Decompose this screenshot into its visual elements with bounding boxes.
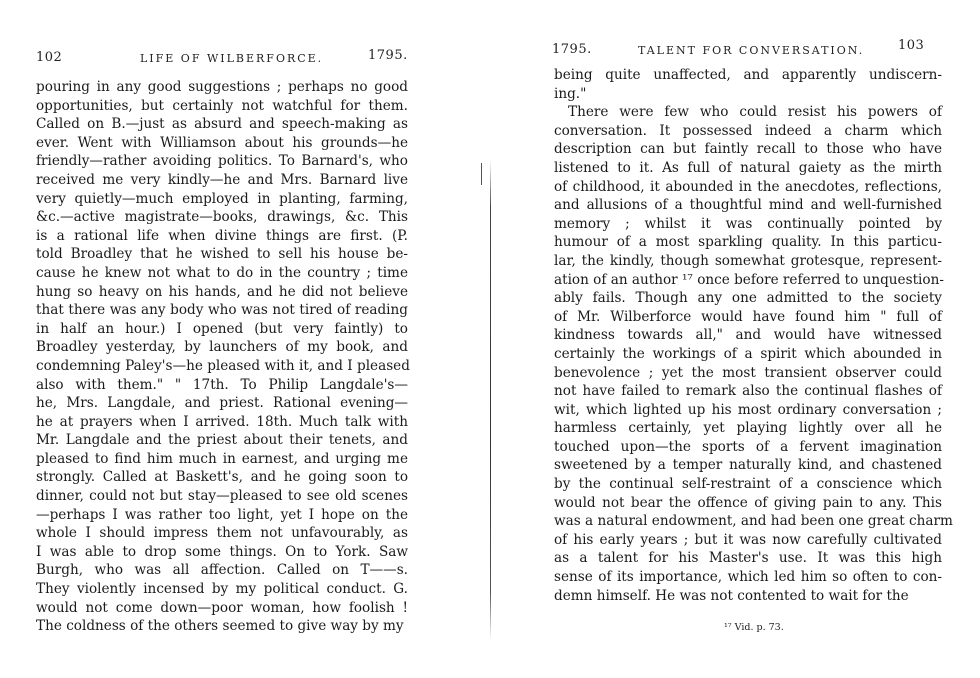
text-line: lar, the kindly, though somewhat grotesque, represent- — [554, 252, 942, 269]
text-line: of his early years ; but it was now carefully cultivated — [554, 531, 942, 548]
left-body-text — [36, 78, 408, 636]
text-line: &c.—active magistrate—books, drawings, &c. This — [36, 209, 408, 226]
text-line: not have failed to remark also the continual flashes of — [554, 383, 942, 400]
text-line: humour of a most sparkling quality. In this particu- — [554, 234, 942, 251]
text-line: harmless certainly, yet playing lightly over all he — [554, 420, 942, 437]
text-line: They violently incensed by my political conduct. G. — [36, 581, 408, 598]
text-line: certainly the workings of a spirit which abounded in — [554, 345, 942, 362]
text-line: ing." — [554, 85, 587, 102]
text-line: sweetened by a temper naturally kind, and chastened — [554, 457, 942, 474]
text-line: is a rational life when divine things are first. (P. — [36, 227, 408, 244]
text-line: condemning Paley's—he pleased with it, and I pleased — [36, 357, 410, 374]
left-page — [0, 0, 480, 678]
text-line: I was able to drop some things. On to York. Saw — [36, 543, 408, 560]
text-line: would not bear the offence of giving pain to any. This — [554, 494, 942, 511]
page-gutter — [490, 160, 491, 640]
text-line: friendly—rather avoiding politics. To Barnard's, who — [36, 153, 408, 170]
text-line: ation of an author ¹⁷ once before referred to unquestion- — [554, 271, 944, 288]
text-line: description can but faintly recall to those who have — [554, 141, 942, 158]
text-line: by the continual self-restraint of a conscience which — [554, 476, 942, 493]
text-line: strongly. Called at Baskett's, and he going soon to — [36, 469, 408, 486]
text-line: pouring in any good suggestions ; perhaps no good — [36, 79, 408, 95]
footnote: ¹⁷ Vid. p. 73. — [724, 622, 784, 633]
right-year: 1795. — [552, 42, 592, 57]
text-line: Burgh, who was all affection. Called on T——s. — [36, 562, 408, 579]
text-line: also with them." " 17th. To Philip Langdale's— — [36, 376, 408, 393]
text-line: sense of its importance, which led him so often to con- — [554, 569, 942, 586]
text-line: cause he knew not what to do in the country ; time — [36, 264, 408, 281]
text-line: that there was any body who was not tired of reading — [36, 302, 408, 319]
right-running-title: TALENT FOR CONVERSATION. — [638, 44, 865, 57]
text-line: touched upon—the sports of a fervent imagination — [554, 438, 942, 455]
text-line: of childhood, it abounded in the anecdotes, reflections, — [554, 178, 942, 195]
text-line: Mr. Langdale and the priest about their tenets, and — [36, 432, 408, 449]
text-line: listened to it. As full of natural gaiety as the mirth — [554, 159, 942, 176]
left-page-number: 102 — [36, 50, 63, 65]
left-running-title: LIFE OF WILBERFORCE. — [140, 52, 324, 65]
text-line: Broadley yesterday, by launchers of my book, and — [36, 339, 408, 356]
text-line: Called on B.—just as absurd and speech-making as — [36, 116, 408, 133]
text-line: was a natural endowment, and had been one great charm — [554, 513, 953, 530]
text-line: conversation. It possessed indeed a charm which — [554, 122, 942, 139]
text-line: —perhaps I was rather too light, yet I hope on the — [36, 506, 408, 523]
right-page — [500, 0, 980, 678]
text-line: opportunities, but certainly not watchful for them. — [36, 97, 408, 114]
text-line: The coldness of the others seemed to give way by my — [36, 618, 404, 635]
text-line: benevolence ; yet the most transient observer could — [554, 364, 942, 381]
text-line: pleased to find him much in earnest, and urging me — [36, 450, 408, 467]
text-line: he, Mrs. Langdale, and priest. Rational evening— — [36, 395, 408, 412]
text-line: of Mr. Wilberforce would have found him " full of — [554, 308, 942, 325]
text-line: and allusions of a thoughtful mind and well-furnished — [554, 197, 942, 214]
text-line: kindness towards all," and would have witnessed — [554, 327, 942, 344]
text-line: ever. Went with Williamson about his grounds—he — [36, 134, 408, 151]
text-line: very quietly—much employed in planting, farming, — [36, 190, 408, 207]
text-line: he at prayers when I arrived. 18th. Much talk with — [36, 413, 408, 430]
text-line: being quite unaffected, and apparently undiscern- — [554, 67, 942, 83]
text-line: There were few who could resist his powers of — [568, 104, 942, 121]
left-year: 1795. — [368, 48, 408, 63]
text-line: ably fails. Though any one admitted to the society — [554, 290, 942, 307]
text-line: in half an hour.) I opened (but very faintly) to — [36, 320, 408, 337]
text-line: demn himself. He was not contented to wait for the — [554, 587, 909, 604]
text-line: whole I should impress them not unfavourably, as — [36, 525, 408, 542]
text-line: wit, which lighted up his most ordinary conversation ; — [554, 401, 942, 418]
right-body-text — [554, 66, 953, 605]
text-line: received me very kindly—he and Mrs. Barnard live — [36, 171, 408, 188]
text-line: hung so heavy on his hands, and he did not believe — [36, 283, 408, 300]
text-line: told Broadley that he wished to sell his house be- — [36, 246, 408, 263]
text-line: would not come down—poor woman, how foolish ! — [36, 599, 408, 616]
text-line: as a talent for his Master's use. It was this high — [554, 550, 942, 567]
gutter-mark — [481, 163, 482, 185]
text-line: memory ; whilst it was continually pointed by — [554, 215, 942, 232]
text-line: dinner, could not but stay—pleased to see old scenes — [36, 488, 408, 505]
right-page-number: 103 — [898, 38, 925, 53]
